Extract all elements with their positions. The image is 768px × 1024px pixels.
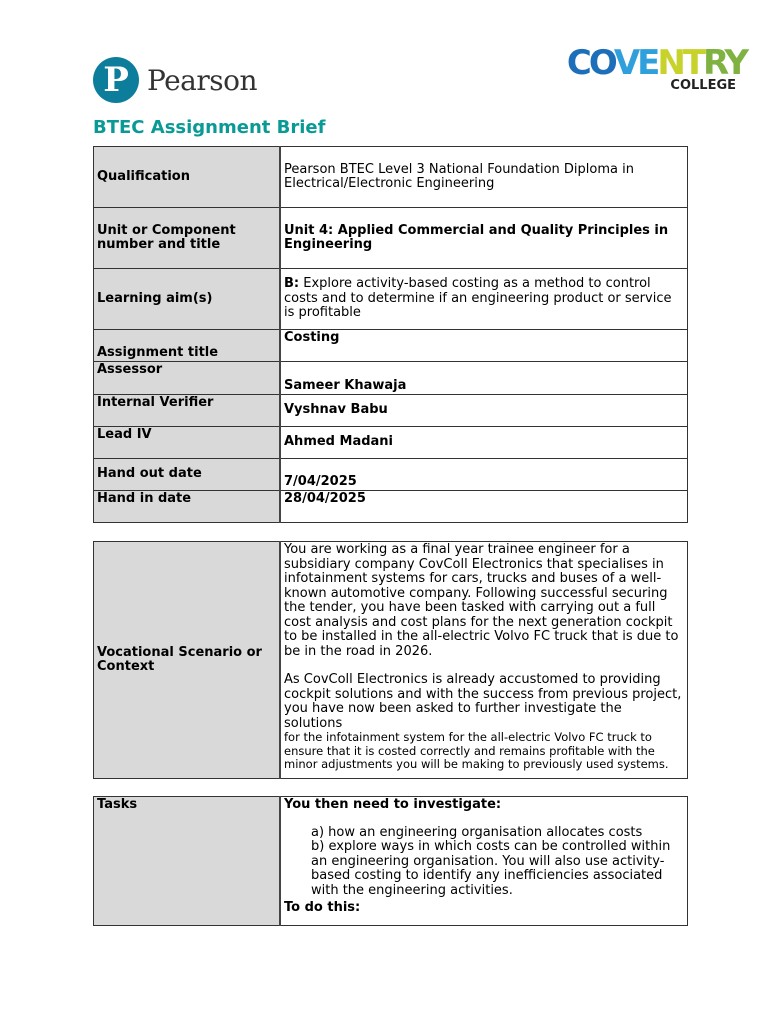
table-row	[94, 395, 688, 427]
row-label: Vocational Scenario or Context	[94, 542, 281, 779]
table-row	[94, 269, 688, 330]
assessor-value: Sameer Khawaja	[280, 362, 688, 395]
row-label: Hand out date	[94, 459, 281, 491]
row-label: Assignment title	[94, 330, 281, 362]
pearson-logo-icon: P	[93, 57, 139, 103]
scenario-paragraph: As CovColl Electronics is already accustomed to providing cockpit solutions and with the success from previous project, you have now been asked to further investigate the solutions	[284, 672, 682, 731]
scenario-paragraph: You are working as a final year trainee engineer for a subsidiary company CovColl Electronics that specialises in infotainment systems for cars, trucks and buses of a well-known automotive company. Following successful securing the tender, you have been tasked with carrying out a full cost analysis and cost plans for the next generation cockpit to be installed in the all-electric Volvo FC truck that is due to be in the road in 2026.	[284, 542, 679, 659]
table-row	[94, 362, 688, 395]
table-row	[94, 491, 688, 523]
internal-verifier-value: Vyshnav Babu	[280, 395, 688, 427]
aim-prefix: B:	[284, 276, 300, 292]
table-row	[94, 542, 688, 779]
tasks-table	[93, 796, 688, 926]
row-label: Tasks	[94, 797, 281, 926]
tasks-text	[280, 797, 688, 926]
task-item: a) how an engineering organisation allocates costs	[311, 824, 643, 840]
coventry-logo-text: COVENTRY	[566, 43, 746, 83]
row-label: Internal Verifier	[94, 395, 281, 427]
lead-iv-value: Ahmed Madani	[280, 427, 688, 459]
row-label: Hand in date	[94, 491, 281, 523]
unit-value: Unit 4: Applied Commercial and Quality Principles in Engineering	[280, 208, 688, 269]
row-label: Learning aim(s)	[94, 269, 281, 330]
row-label: Qualification	[94, 147, 281, 208]
assignment-title-value: Costing	[280, 330, 688, 362]
aim-text: Explore activity-based costing as a method to control costs and to determine if an engineering product or service is profitable	[284, 276, 672, 321]
details-table	[93, 146, 688, 523]
row-label: Lead IV	[94, 427, 281, 459]
college-logo-text: COLLEGE	[670, 78, 736, 93]
hand-out-date-value: 7/04/2025	[280, 459, 688, 491]
qualification-value: Pearson BTEC Level 3 National Foundation Diploma in Electrical/Electronic Engineering	[280, 147, 688, 208]
row-label: Unit or Component number and title	[94, 208, 281, 269]
page-title: BTEC Assignment Brief	[93, 117, 326, 138]
task-item: b) explore ways in which costs can be controlled within an engineering organisation. You will also use activity-based costing to identify any inefficiencies associated with the engineering activities.	[311, 839, 671, 898]
tasks-footer: To do this:	[284, 900, 361, 915]
learning-aim-value	[280, 269, 688, 330]
row-label: Assessor	[94, 362, 281, 395]
scenario-paragraph-small: for the infotainment system for the all-electric Volvo FC truck to ensure that it is costed correctly and remains profitable with the minor adjustments you will be making to previously used systems.	[284, 730, 669, 771]
pearson-logo	[93, 57, 257, 103]
table-row	[94, 147, 688, 208]
scenario-text	[280, 542, 688, 779]
coventry-college-logo	[558, 45, 746, 93]
hand-in-date-value: 28/04/2025	[280, 491, 688, 523]
table-row	[94, 330, 688, 362]
table-row	[94, 797, 688, 926]
table-row	[94, 208, 688, 269]
tasks-heading: You then need to investigate:	[284, 797, 502, 812]
table-row	[94, 427, 688, 459]
pearson-logo-text: Pearson	[147, 63, 257, 97]
table-row	[94, 459, 688, 491]
scenario-table	[93, 541, 688, 779]
